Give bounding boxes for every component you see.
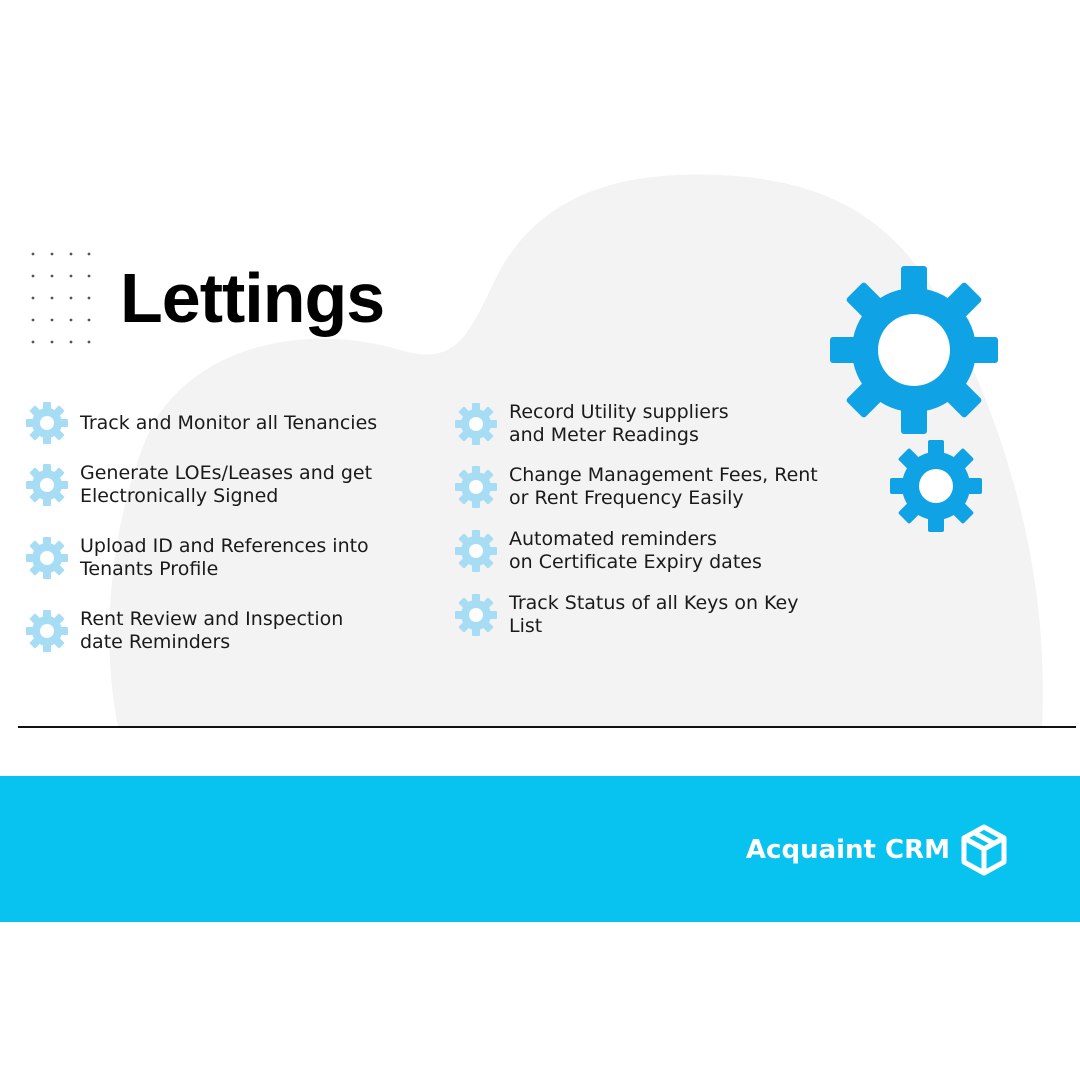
gears-illustration (820, 260, 1010, 540)
feature-text: Rent Review and Inspection date Reminders (80, 608, 344, 653)
gear-icon (455, 466, 497, 508)
brand-lockup (746, 823, 1008, 877)
gear-icon (455, 403, 497, 445)
feature-text: Generate LOEs/Leases and get Electronically Signed (80, 462, 373, 507)
feature-item (455, 401, 729, 447)
cube-logo-icon (960, 823, 1008, 877)
feature-item (26, 402, 377, 444)
feature-item (455, 464, 818, 510)
dot-grid (26, 248, 96, 348)
feature-text: Record Utility suppliers and Meter Readings (509, 401, 729, 446)
divider-line (18, 726, 1076, 728)
gear-icon (26, 464, 68, 506)
feature-item (455, 528, 762, 574)
feature-item (26, 608, 343, 654)
feature-item (26, 462, 372, 508)
gear-icon (26, 610, 68, 652)
brand-name: Acquaint CRM (745, 835, 950, 865)
gear-icon (26, 537, 68, 579)
brand-footer (0, 776, 1080, 922)
small-gear-icon (890, 440, 982, 532)
feature-text: Automated reminders on Certificate Expiry dates (509, 528, 762, 573)
feature-item (26, 535, 369, 581)
large-gear-icon (830, 266, 998, 434)
feature-text: Track and Monitor all Tenancies (80, 411, 378, 434)
feature-text: Track Status of all Keys on Key List (509, 592, 799, 637)
gear-icon (455, 594, 497, 636)
gear-icon (455, 530, 497, 572)
feature-text: Upload ID and References into Tenants Profile (80, 535, 369, 580)
gear-icon (26, 402, 68, 444)
feature-text: Change Management Fees, Rent or Rent Frequency Easily (509, 464, 818, 509)
feature-item (455, 592, 798, 638)
page-title: Lettings (120, 259, 385, 337)
